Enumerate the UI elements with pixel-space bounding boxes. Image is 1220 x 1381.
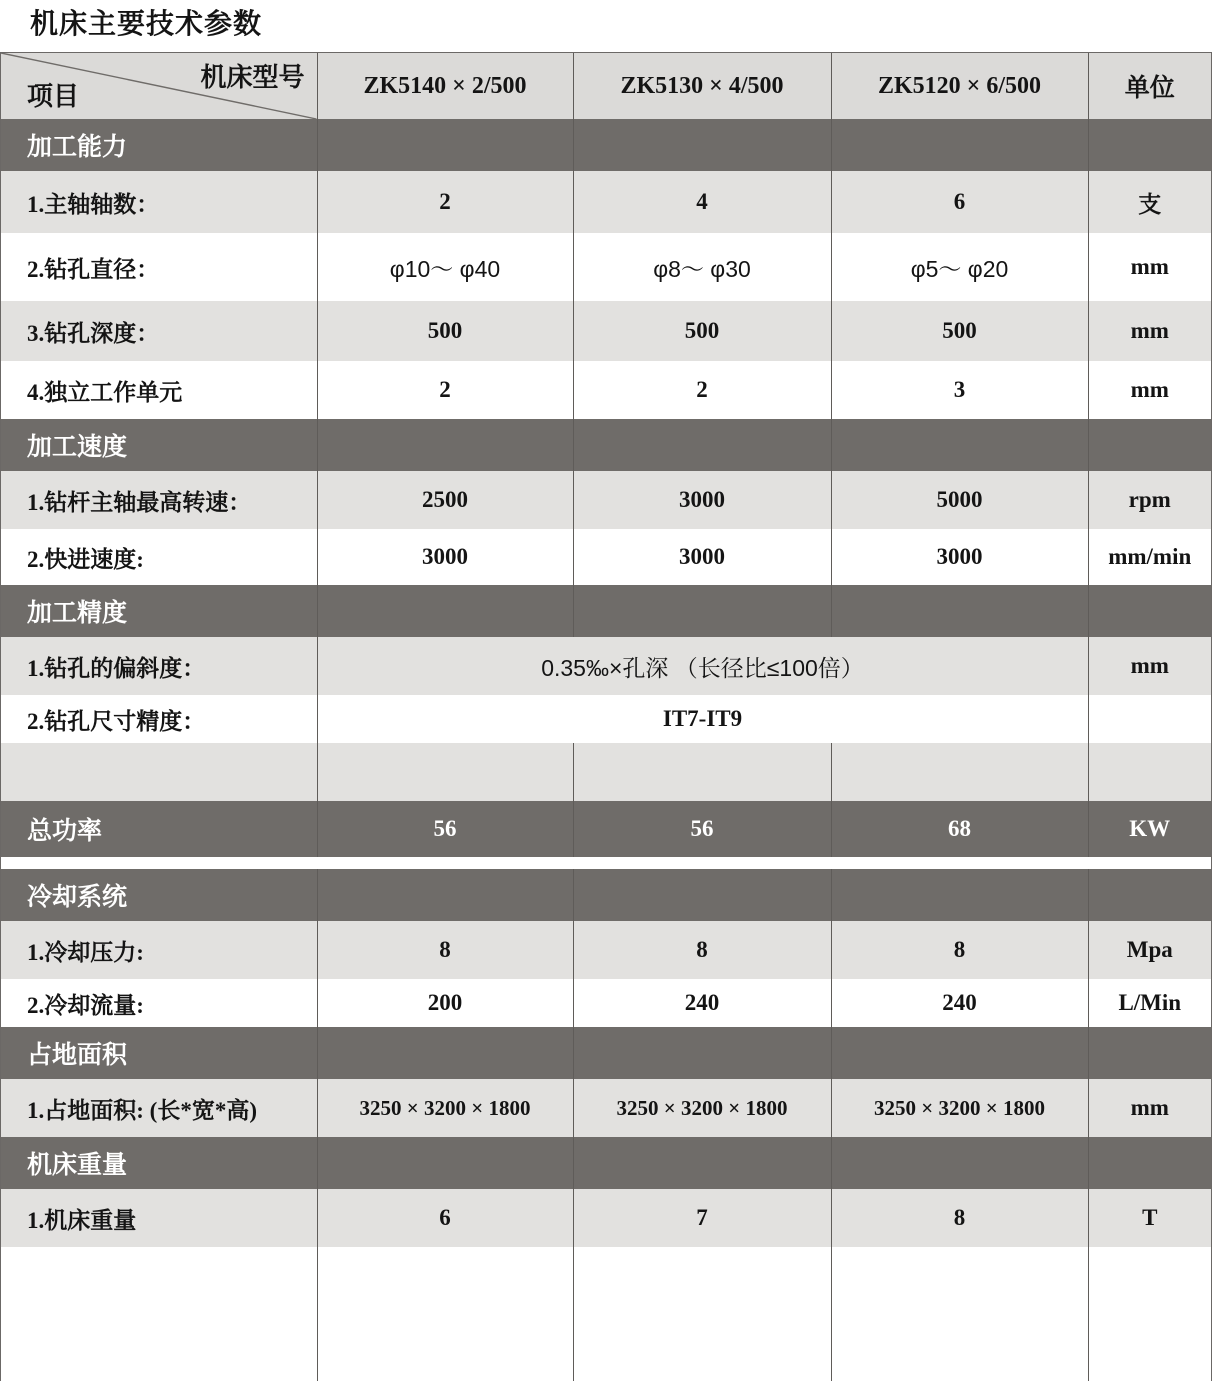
unit-cell <box>1088 1247 1211 1381</box>
row-label: 1.钻杆主轴最高转速： <box>1 471 317 529</box>
value-cell: 3000 <box>831 529 1088 585</box>
section-empty-cell <box>1088 585 1211 637</box>
unit-cell: mm <box>1088 233 1211 301</box>
empty-row <box>1 743 1211 801</box>
total-power-row <box>1 801 1211 857</box>
section-empty-cell <box>831 869 1088 921</box>
model-column-header: ZK5120 × 6/500 <box>831 53 1088 119</box>
section-row <box>1 419 1211 471</box>
value-cell <box>317 1247 573 1381</box>
section-empty-cell <box>573 119 831 171</box>
table-row <box>1 171 1211 233</box>
unit-cell: mm <box>1088 301 1211 361</box>
value-cell: 8 <box>831 1189 1088 1247</box>
spacer-row <box>1 857 1211 869</box>
value-cell: 3000 <box>317 529 573 585</box>
row-label: 总功率 <box>1 801 317 857</box>
section-empty-cell <box>573 869 831 921</box>
unit-cell <box>1088 743 1211 801</box>
section-empty-cell <box>1088 119 1211 171</box>
row-label: 2.冷却流量: <box>1 979 317 1027</box>
table-row <box>1 301 1211 361</box>
section-empty-cell <box>317 1027 573 1079</box>
row-label: 4.独立工作单元 <box>1 361 317 419</box>
section-empty-cell <box>831 119 1088 171</box>
value-cell: φ8～ φ30 <box>573 233 831 301</box>
section-empty-cell <box>317 119 573 171</box>
row-label: 1.占地面积: (长*宽*高) <box>1 1079 317 1137</box>
value-cell: φ5～ φ20 <box>831 233 1088 301</box>
table-row <box>1 1189 1211 1247</box>
section-empty-cell <box>1088 869 1211 921</box>
value-cell: 3 <box>831 361 1088 419</box>
section-empty-cell <box>317 869 573 921</box>
value-cell: 56 <box>317 801 573 857</box>
section-empty-cell <box>831 1137 1088 1189</box>
value-cell: 2500 <box>317 471 573 529</box>
value-cell: 5000 <box>831 471 1088 529</box>
unit-cell: T <box>1088 1189 1211 1247</box>
unit-cell: 支 <box>1088 171 1211 233</box>
spec-table <box>0 52 1212 1381</box>
section-empty-cell <box>1088 1137 1211 1189</box>
section-empty-cell <box>1088 419 1211 471</box>
value-cell: 500 <box>317 301 573 361</box>
row-label <box>1 1247 317 1381</box>
table-row <box>1 921 1211 979</box>
section-row <box>1 1027 1211 1079</box>
value-cell: 3250 × 3200 × 1800 <box>831 1079 1088 1137</box>
section-row <box>1 869 1211 921</box>
section-title: 加工能力 <box>1 119 317 171</box>
section-empty-cell <box>831 419 1088 471</box>
value-cell: 7 <box>573 1189 831 1247</box>
section-title: 加工精度 <box>1 585 317 637</box>
value-cell: 2 <box>317 171 573 233</box>
section-empty-cell <box>573 419 831 471</box>
table-row <box>1 979 1211 1027</box>
unit-cell: mm <box>1088 1079 1211 1137</box>
section-empty-cell <box>317 585 573 637</box>
table-row <box>1 529 1211 585</box>
value-cell: 4 <box>573 171 831 233</box>
table-row <box>1 471 1211 529</box>
value-cell: 500 <box>573 301 831 361</box>
row-label <box>1 743 317 801</box>
value-cell: 2 <box>317 361 573 419</box>
unit-cell: rpm <box>1088 471 1211 529</box>
row-label: 1.钻孔的偏斜度： <box>1 637 317 695</box>
diagonal-header-cell <box>1 53 317 119</box>
unit-cell: Mpa <box>1088 921 1211 979</box>
header-machine-model-label: 机床型号 <box>200 63 305 92</box>
unit-cell: mm <box>1088 361 1211 419</box>
section-title: 占地面积 <box>1 1027 317 1079</box>
value-cell <box>831 743 1088 801</box>
value-cell: 3000 <box>573 529 831 585</box>
spacer-cell <box>1 857 1211 869</box>
section-row <box>1 585 1211 637</box>
value-cell: 240 <box>831 979 1088 1027</box>
model-column-header: ZK5140 × 2/500 <box>317 53 573 119</box>
section-row <box>1 1137 1211 1189</box>
table-row <box>1 233 1211 301</box>
unit-cell <box>1088 695 1211 743</box>
section-empty-cell <box>573 1027 831 1079</box>
unit-cell: mm/min <box>1088 529 1211 585</box>
value-cell: 56 <box>573 801 831 857</box>
table-row <box>1 637 1211 695</box>
value-cell: 3250 × 3200 × 1800 <box>317 1079 573 1137</box>
value-cell: 68 <box>831 801 1088 857</box>
value-cell: 6 <box>317 1189 573 1247</box>
value-cell: 6 <box>831 171 1088 233</box>
value-cell: 200 <box>317 979 573 1027</box>
header-item-label: 项目 <box>27 82 80 111</box>
table-row <box>1 361 1211 419</box>
section-empty-cell <box>831 585 1088 637</box>
row-label: 1.主轴轴数： <box>1 171 317 233</box>
value-cell: 8 <box>317 921 573 979</box>
model-column-header: ZK5130 × 4/500 <box>573 53 831 119</box>
value-cell: 8 <box>573 921 831 979</box>
value-cell <box>573 1247 831 1381</box>
table-row <box>1 695 1211 743</box>
row-label: 1.冷却压力: <box>1 921 317 979</box>
section-empty-cell <box>1088 1027 1211 1079</box>
merged-value-cell: IT7-IT9 <box>317 695 1088 743</box>
section-title: 加工速度 <box>1 419 317 471</box>
row-label: 3.钻孔深度： <box>1 301 317 361</box>
value-cell: 240 <box>573 979 831 1027</box>
empty-row <box>1 1247 1211 1381</box>
row-label: 2.快进速度: <box>1 529 317 585</box>
row-label: 1.机床重量 <box>1 1189 317 1247</box>
section-empty-cell <box>317 1137 573 1189</box>
value-cell: φ10～ φ40 <box>317 233 573 301</box>
value-cell: 2 <box>573 361 831 419</box>
row-label: 2.钻孔尺寸精度： <box>1 695 317 743</box>
value-cell <box>573 743 831 801</box>
table-header-row <box>1 53 1211 119</box>
page-title: 机床主要技术参数 <box>30 9 263 40</box>
section-empty-cell <box>831 1027 1088 1079</box>
section-empty-cell <box>573 585 831 637</box>
unit-cell: mm <box>1088 637 1211 695</box>
value-cell: 3250 × 3200 × 1800 <box>573 1079 831 1137</box>
section-title: 机床重量 <box>1 1137 317 1189</box>
value-cell: 500 <box>831 301 1088 361</box>
unit-cell: KW <box>1088 801 1211 857</box>
value-cell: 8 <box>831 921 1088 979</box>
section-empty-cell <box>317 419 573 471</box>
value-cell: 3000 <box>573 471 831 529</box>
value-cell <box>317 743 573 801</box>
value-cell <box>831 1247 1088 1381</box>
unit-column-header: 单位 <box>1088 53 1211 119</box>
unit-cell: L/Min <box>1088 979 1211 1027</box>
section-title: 冷却系统 <box>1 869 317 921</box>
row-label: 2.钻孔直径： <box>1 233 317 301</box>
section-row <box>1 119 1211 171</box>
table-row <box>1 1079 1211 1137</box>
merged-value-cell: 0.35‰×孔深 （长径比≤100倍） <box>317 637 1088 695</box>
section-empty-cell <box>573 1137 831 1189</box>
